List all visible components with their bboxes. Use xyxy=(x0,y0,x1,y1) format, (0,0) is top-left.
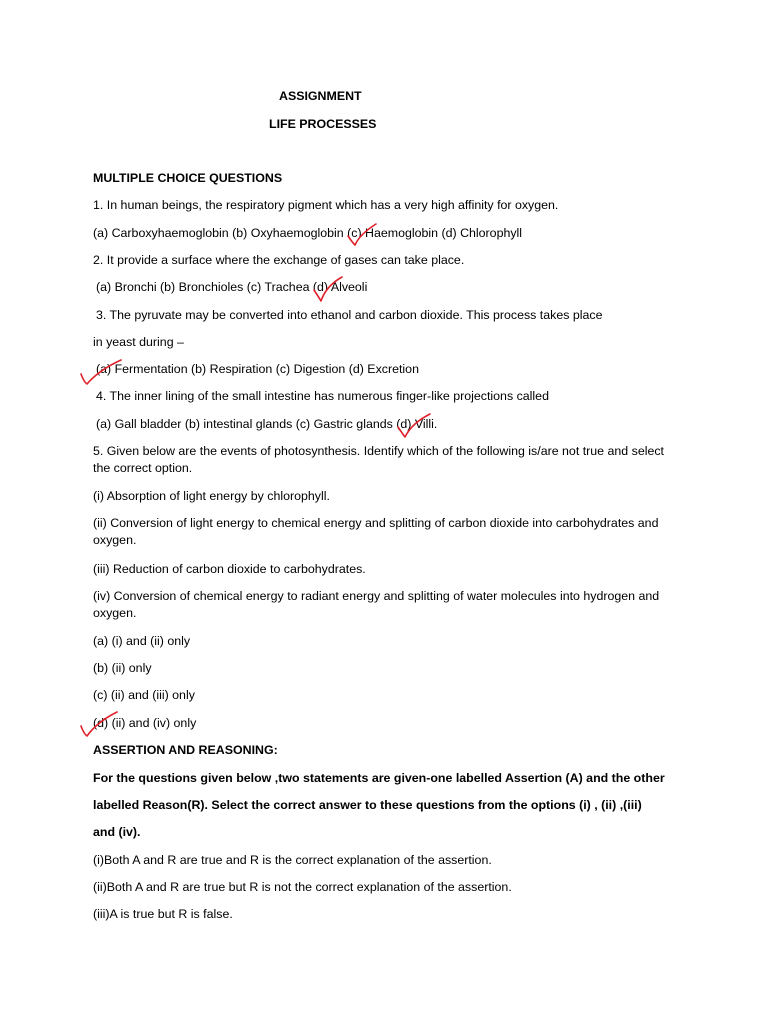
assertion-option-iii: (iii)A is true but R is false. xyxy=(93,907,233,921)
assertion-instruction-1: For the questions given below ,two statements are given-one labelled Assertion (A) and the other xyxy=(93,771,665,785)
page-subtitle: LIFE PROCESSES xyxy=(269,117,377,131)
q4-options: (a) Gall bladder (b) intestinal glands (c) Gastric glands (d) Villi. xyxy=(96,417,438,431)
checkmark-icon xyxy=(77,708,121,740)
assertion-option-i: (i)Both A and R are true and R is the correct explanation of the assertion. xyxy=(93,853,492,867)
q5-option-c: (c) (ii) and (iii) only xyxy=(93,688,195,702)
checkmark-icon xyxy=(77,356,125,388)
q3-question: 3. The pyruvate may be converted into ethanol and carbon dioxide. This process takes place xyxy=(96,308,603,322)
assertion-instruction-3: and (iv). xyxy=(93,825,141,839)
q3-question-cont: in yeast during – xyxy=(93,335,184,349)
page-title: ASSIGNMENT xyxy=(279,89,362,103)
checkmark-icon xyxy=(310,274,346,304)
q1-options: (a) Carboxyhaemoglobin (b) Oxyhaemoglobin (c) Haemoglobin (d) Chlorophyll xyxy=(93,226,523,240)
assertion-option-ii: (ii)Both A and R are true but R is not the correct explanation of the assertion. xyxy=(93,880,512,894)
assertion-heading: ASSERTION AND REASONING: xyxy=(93,743,278,757)
q5-option-d: (d) (ii) and (iv) only xyxy=(93,716,197,730)
q2-options: (a) Bronchi (b) Bronchioles (c) Trachea (d) Alveoli xyxy=(96,280,368,294)
q5-statement-i: (i) Absorption of light energy by chlorophyll. xyxy=(93,489,330,503)
q5-option-b: (b) (ii) only xyxy=(93,661,152,675)
checkmark-icon xyxy=(344,220,380,248)
q5-option-a: (a) (i) and (ii) only xyxy=(93,634,191,648)
q5-statement-iv: (iv) Conversion of chemical energy to radiant energy and splitting of water molecules into hydrogen and oxygen. xyxy=(93,589,660,620)
q5-question: 5. Given below are the events of photosynthesis. Identify which of the following is/are not true and select the correct option. xyxy=(93,444,664,475)
checkmark-icon xyxy=(394,411,434,441)
assertion-instruction-2: labelled Reason(R). Select the correct answer to these questions from the options (i) , (ii) ,(iii) xyxy=(93,798,642,812)
q4-question: 4. The inner lining of the small intestine has numerous finger-like projections called xyxy=(96,389,549,403)
q1-question: 1. In human beings, the respiratory pigment which has a very high affinity for oxygen. xyxy=(93,198,559,212)
q2-question: 2. It provide a surface where the exchange of gases can take place. xyxy=(93,253,465,267)
q5-statement-ii: (ii) Conversion of light energy to chemical energy and splitting of carbon dioxide into carbohydrates and oxygen. xyxy=(93,516,659,547)
q3-options: (a) Fermentation (b) Respiration (c) Digestion (d) Excretion xyxy=(96,362,419,376)
q5-statement-iii: (iii) Reduction of carbon dioxide to carbohydrates. xyxy=(93,562,366,576)
mcq-heading: MULTIPLE CHOICE QUESTIONS xyxy=(93,171,283,185)
